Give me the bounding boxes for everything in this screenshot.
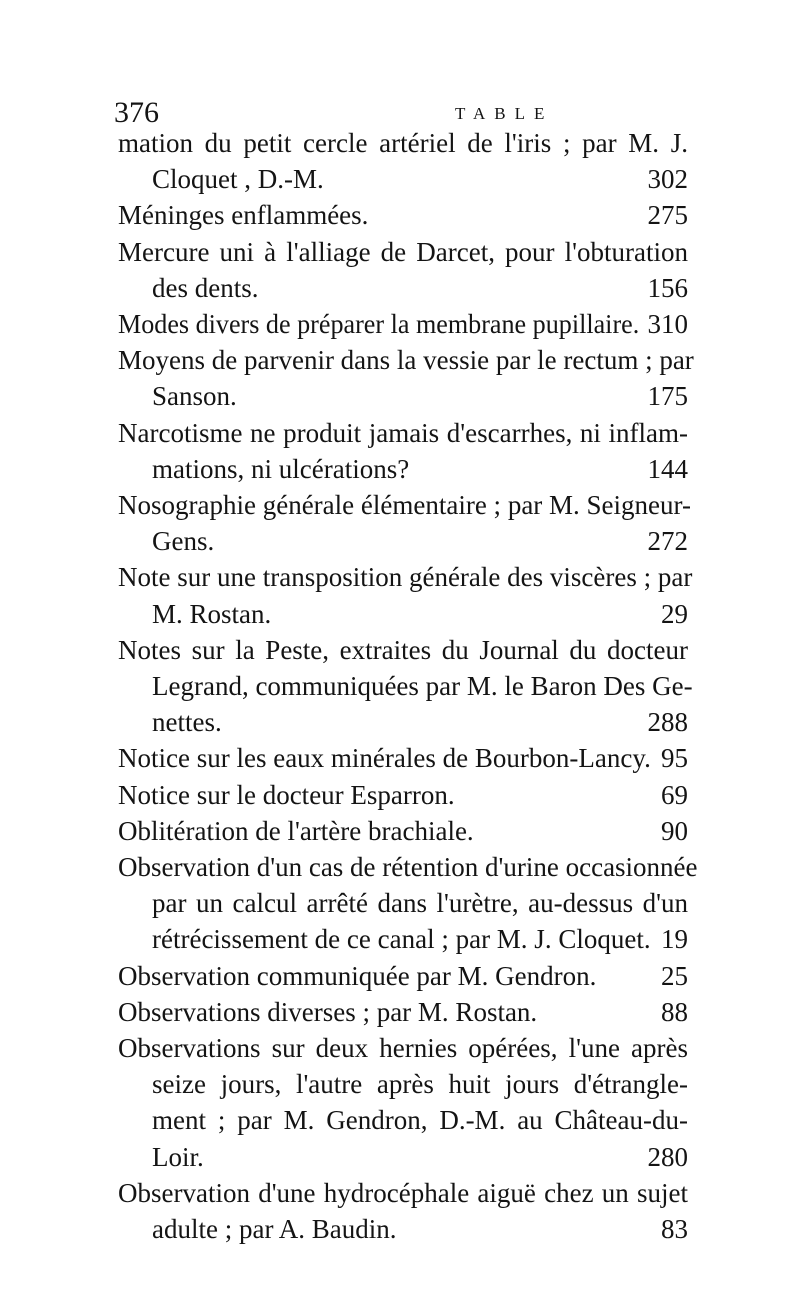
entry-text: Gens. <box>152 526 215 557</box>
entry-last-line <box>118 994 688 1030</box>
entry-text: Notice sur le docteur Esparron. <box>118 779 455 810</box>
entry-last-line <box>152 704 688 740</box>
entry-line: ment ; par M. Gendron, D.-M. au Château-du- <box>152 1105 688 1136</box>
entry-line: par un calcul arrêté dans l'urètre, au-dessus d'un <box>152 888 688 919</box>
entry-page-number: 288 <box>647 707 688 738</box>
entry-line: Note sur une transposition générale des viscères ; par <box>118 562 693 593</box>
entry-last-line <box>152 1139 688 1175</box>
entry-line: Narcotisme ne produit jamais d'escarrhes, ni inflam- <box>118 417 688 448</box>
entry-last-line <box>152 161 688 197</box>
entry-last-line <box>118 306 688 342</box>
entry-page-number: 19 <box>661 924 688 955</box>
entry-page-number: 144 <box>647 453 688 484</box>
entry-last-line <box>152 921 688 957</box>
entry-page-number: 88 <box>661 996 688 1027</box>
entry-text: Loir. <box>152 1141 204 1172</box>
entry-line: Observation d'une hydrocéphale aiguë chez un sujet <box>118 1177 688 1208</box>
entry-line: Mercure uni à l'alliage de Darcet, pour l'obturation <box>118 236 688 267</box>
entry-text: Modes divers de préparer la membrane pupillaire. <box>118 309 640 339</box>
entry-page-number: 25 <box>661 960 688 991</box>
entry-page-number: 280 <box>647 1141 688 1172</box>
entry-line: Notes sur la Peste, extraites du Journal du docteur <box>118 634 688 665</box>
entry-text: Observation communiquée par M. Gendron. <box>118 960 597 991</box>
entry-page-number: 83 <box>661 1214 688 1244</box>
entry-page-number: 29 <box>661 598 688 629</box>
entry-last-line <box>152 1211 688 1247</box>
page-number: 376 <box>114 96 159 129</box>
entry-page-number: 69 <box>661 779 688 810</box>
entry-text: des dents. <box>152 272 259 303</box>
entry-line: Observations sur deux hernies opérées, l'une après <box>118 1033 688 1063</box>
entry-text: Sanson. <box>152 381 237 412</box>
entry-text: adulte ; par A. Baudin. <box>152 1214 397 1244</box>
entry-last-line <box>152 596 688 632</box>
entry-line: seize jours, l'autre après huit jours d'étrangle- <box>152 1069 688 1100</box>
entry-line: Legrand, communiquées par M. le Baron Des Ge- <box>152 671 693 701</box>
entry-last-line <box>152 523 688 559</box>
entry-last-line <box>152 270 688 306</box>
running-title: TABLE <box>455 104 554 123</box>
entry-page-number: 156 <box>647 272 688 303</box>
entry-text: Cloquet , D.-M. <box>152 164 324 195</box>
entry-text: Notice sur les eaux minérales de Bourbon-Lancy. <box>118 743 651 774</box>
entry-page-number: 175 <box>647 381 688 412</box>
entry-page-number: 272 <box>647 526 688 557</box>
page-header <box>110 88 700 128</box>
entry-page-number: 302 <box>647 164 688 195</box>
entry-text: Observations diverses ; par M. Rostan. <box>118 996 538 1027</box>
entry-text: mations, ni ulcérations? <box>152 453 410 484</box>
entry-last-line <box>118 813 688 849</box>
entry-last-line <box>118 777 688 813</box>
entry-text: Méninges enflammées. <box>118 200 369 231</box>
entry-line: Nosographie générale élémentaire ; par M. Seigneur- <box>118 490 691 520</box>
entry-line: Moyens de parvenir dans la vessie par le rectum ; par <box>118 345 694 376</box>
entry-last-line <box>118 740 688 776</box>
entry-text: Oblitération de l'artère brachiale. <box>118 815 474 846</box>
entry-page-number: 310 <box>647 309 688 339</box>
entry-page-number: 275 <box>647 200 688 231</box>
entry-page-number: 90 <box>661 815 688 846</box>
entry-line: Observation d'un cas de rétention d'urine occasionnée <box>118 852 698 882</box>
entry-page-number: 95 <box>661 743 688 774</box>
entry-last-line <box>118 197 688 233</box>
entry-last-line <box>118 958 688 994</box>
entry-text: rétrécissement de ce canal ; par M. J. Cloquet. <box>152 924 651 955</box>
entry-text: nettes. <box>152 707 222 738</box>
entry-line: mation du petit cercle artériel de l'iris ; par M. J. <box>118 128 688 158</box>
entry-last-line <box>152 451 688 487</box>
entry-last-line <box>152 378 688 414</box>
entry-text: M. Rostan. <box>152 598 272 629</box>
index-entries <box>0 125 800 1244</box>
